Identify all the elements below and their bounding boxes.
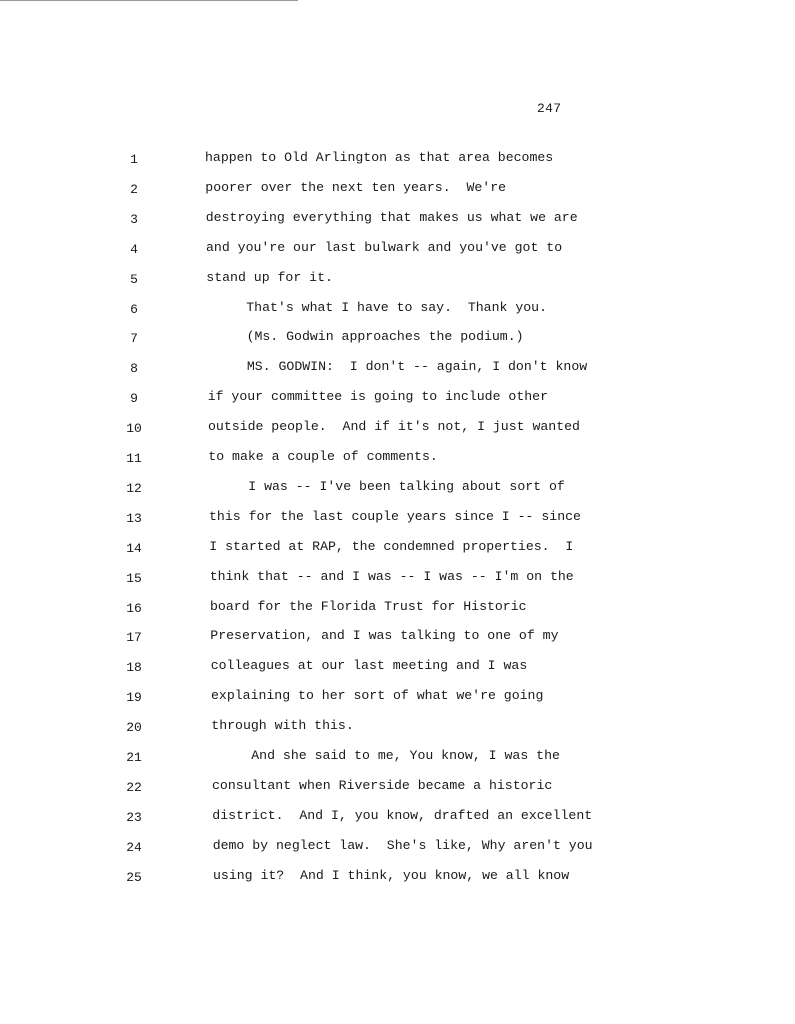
transcript-line [0, 868, 795, 888]
transcript-line [0, 748, 795, 768]
line-number: 11 [126, 451, 142, 466]
line-number: 8 [130, 361, 138, 377]
line-text: and you're our last bulwark and you've got to [206, 239, 563, 255]
transcript-line [0, 419, 795, 439]
transcript-line [0, 658, 795, 678]
transcript-line [0, 808, 795, 828]
transcript-line [0, 628, 795, 648]
line-number: 9 [130, 391, 138, 407]
line-text: Preservation, and I was talking to one of my [210, 628, 559, 644]
transcript-line [0, 718, 795, 738]
transcript-line [0, 389, 795, 409]
line-text: district. And I, you know, drafted an excellent [212, 807, 593, 823]
transcript-line [0, 479, 795, 499]
line-number: 23 [126, 809, 142, 825]
page-number: 247 [537, 101, 562, 116]
line-text: think that -- and I was -- I was -- I'm on the [209, 568, 574, 584]
transcript-line [0, 210, 795, 230]
line-number: 12 [126, 480, 142, 496]
line-text: (Ms. Godwin approaches the podium.) [207, 329, 524, 345]
line-number: 3 [130, 211, 138, 227]
transcript-line [0, 150, 795, 170]
line-number: 21 [126, 750, 142, 765]
line-number: 7 [130, 331, 138, 347]
transcript-line [0, 300, 795, 320]
line-text: demo by neglect law. She's like, Why aren't you [212, 837, 593, 853]
line-number: 17 [126, 630, 142, 646]
line-number: 19 [126, 690, 142, 706]
transcript-line [0, 778, 795, 798]
line-text: And she said to me, You know, I was the [211, 748, 560, 763]
line-number: 20 [126, 720, 142, 736]
transcript-line [0, 180, 795, 200]
transcript-line [0, 359, 795, 379]
line-text: board for the Florida Trust for Historic [210, 598, 527, 614]
transcript-line [0, 688, 795, 708]
line-number: 16 [126, 600, 142, 616]
line-text: I was -- I've been talking about sort of [208, 478, 565, 494]
transcript-line [0, 449, 795, 469]
line-text: MS. GODWIN: I don't -- again, I don't know [207, 359, 588, 375]
transcript-line [0, 838, 795, 858]
line-text: stand up for it. [206, 269, 333, 285]
line-text: poorer over the next ten years. We're [205, 179, 507, 195]
transcript-line [0, 509, 795, 529]
line-text: destroying everything that makes us what we are [205, 209, 578, 225]
transcript-line [0, 329, 795, 349]
line-number: 22 [126, 779, 142, 795]
line-text: happen to Old Arlington as that area becomes [205, 150, 554, 165]
line-number: 25 [126, 869, 142, 885]
line-number: 13 [126, 510, 142, 526]
transcript-line [0, 270, 795, 290]
transcript-line [0, 539, 795, 559]
line-number: 15 [126, 570, 142, 586]
transcript-line [0, 240, 795, 260]
line-number: 18 [126, 660, 142, 676]
transcript-line [0, 569, 795, 589]
line-number: 6 [130, 301, 138, 317]
line-text: through with this. [211, 718, 354, 734]
line-number: 14 [126, 540, 142, 556]
line-text: That's what I have to say. Thank you. [206, 299, 547, 315]
line-number: 1 [130, 152, 138, 167]
line-text: explaining to her sort of what we're going [211, 688, 544, 704]
line-text: colleagues at our last meeting and I was [210, 658, 528, 674]
line-number: 24 [126, 839, 142, 855]
line-number: 2 [130, 181, 138, 197]
line-text: this for the last couple years since I -- since [209, 508, 581, 524]
line-number: 5 [130, 271, 138, 287]
line-text: outside people. And if it's not, I just wanted [208, 419, 580, 435]
line-text: I started at RAP, the condemned properties. I [209, 538, 574, 554]
line-text: if your committee is going to include other [207, 389, 548, 405]
transcript-line [0, 599, 795, 619]
line-text: using it? And I think, you know, we all know [213, 867, 570, 883]
line-number: 10 [126, 421, 142, 437]
line-number: 4 [130, 241, 138, 257]
line-text: to make a couple of comments. [208, 449, 438, 464]
line-text: consultant when Riverside became a historic [212, 777, 553, 793]
